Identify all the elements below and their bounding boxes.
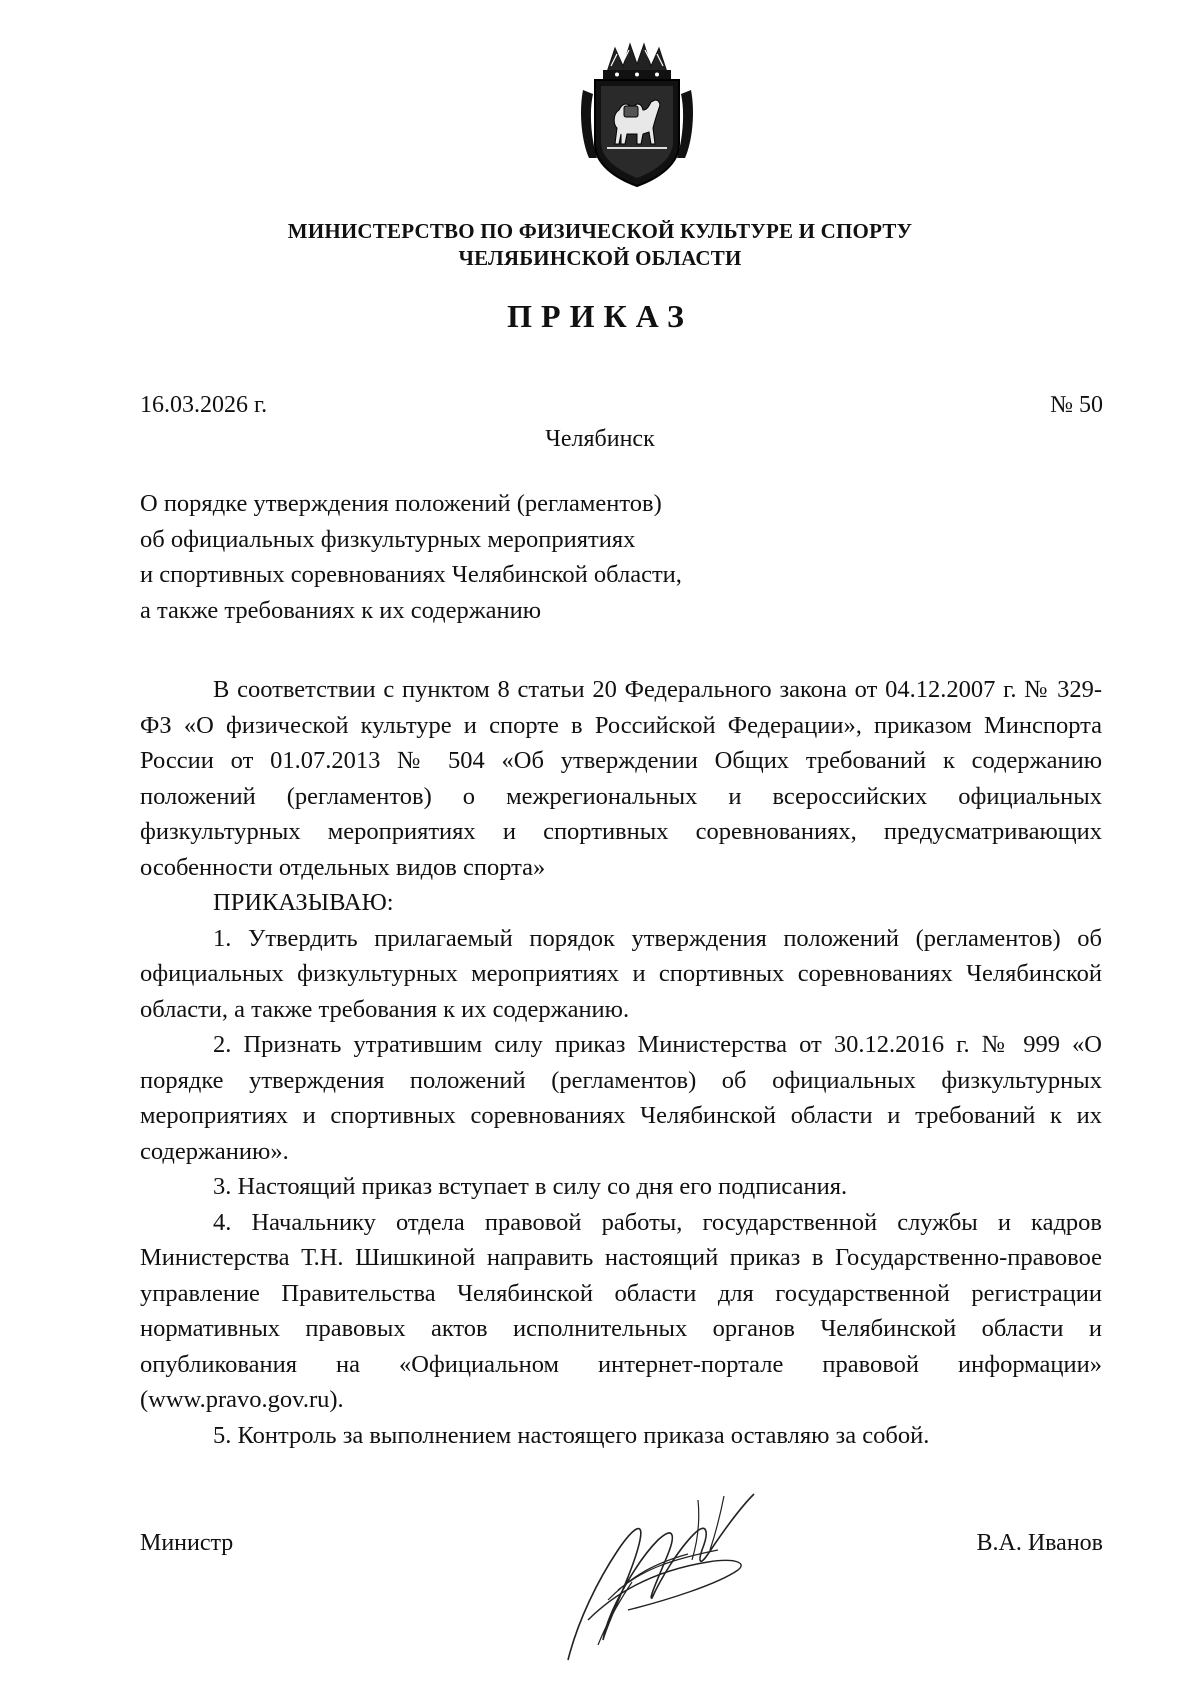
subject-line: об официальных физкультурных мероприятиях xyxy=(140,525,636,553)
chelyabinsk-coat-of-arms-icon xyxy=(577,40,697,190)
document-type-title: ПРИКАЗ xyxy=(507,298,693,334)
order-item-5: 5. Контроль за выполнением настоящего приказа оставляю за собой. xyxy=(213,1421,930,1449)
signatory-role: Министр xyxy=(140,1530,234,1556)
order-city: Челябинск xyxy=(545,426,655,452)
order-item-2: 2. Признать утратившим силу приказ Министерства от 30.12.2016 г. № 999 «О порядке утверждения положений (регламентов) об официальных физкультурных мероприятиях и спортивных соревнованиях Челябинской области и требований к их содержанию». xyxy=(140,1031,1102,1165)
handwritten-signature-icon xyxy=(548,1470,788,1680)
subject-line: О порядке утверждения положений (регламентов) xyxy=(140,490,662,517)
ministry-name xyxy=(0,218,1200,272)
order-body xyxy=(140,672,1102,1453)
ministry-name-line2: ЧЕЛЯБИНСКОЙ ОБЛАСТИ xyxy=(458,246,742,270)
preamble-paragraph: В соответствии с пунктом 8 статьи 20 Федерального закона от 04.12.2007 г. № 329-ФЗ «О физической культуре и спорте в Российской Федерации», приказом Минспорта России от 01.07.2013 № 504 «Об утверждении Общих требований к содержанию положений (регламентов) о межрегиональных и всероссийских официальных физкультурных мероприятиях и спортивных соревнованиях, предусматривающих особенности отдельных видов спорта» xyxy=(140,676,1102,881)
signatory-name: В.А. Иванов xyxy=(976,1530,1103,1556)
ministry-name-line1: МИНИСТЕРСТВО ПО ФИЗИЧЕСКОЙ КУЛЬТУРЕ И СПОРТУ xyxy=(287,219,913,243)
order-number: № 50 xyxy=(1050,392,1103,418)
order-item-3: 3. Настоящий приказ вступает в силу со дня его подписания. xyxy=(213,1173,848,1200)
decree-word: ПРИКАЗЫВАЮ: xyxy=(213,889,394,916)
order-item-1: 1. Утвердить прилагаемый порядок утверждения положений (регламентов) об официальных физкультурных мероприятиях и спортивных соревнованиях Челябинской области, а также требования к их содержанию. xyxy=(140,924,1102,1023)
order-subject xyxy=(140,486,800,628)
subject-line: и спортивных соревнованиях Челябинской области, xyxy=(140,561,682,588)
subject-line: а также требованиях к их содержанию xyxy=(140,596,542,624)
order-item-4: 4. Начальнику отдела правовой работы, государственной службы и кадров Министерства Т.Н. Шишкиной направить настоящий приказ в Государственно-правовое управление Правительства Челябинской области для государственной регистрации нормативных правовых актов исполнительных органов Челябинской области и опубликования на «Официальном интернет-портале правовой информации» (www.pravo.gov.ru). xyxy=(140,1208,1102,1413)
order-date: 16.03.2026 г. xyxy=(140,392,268,418)
